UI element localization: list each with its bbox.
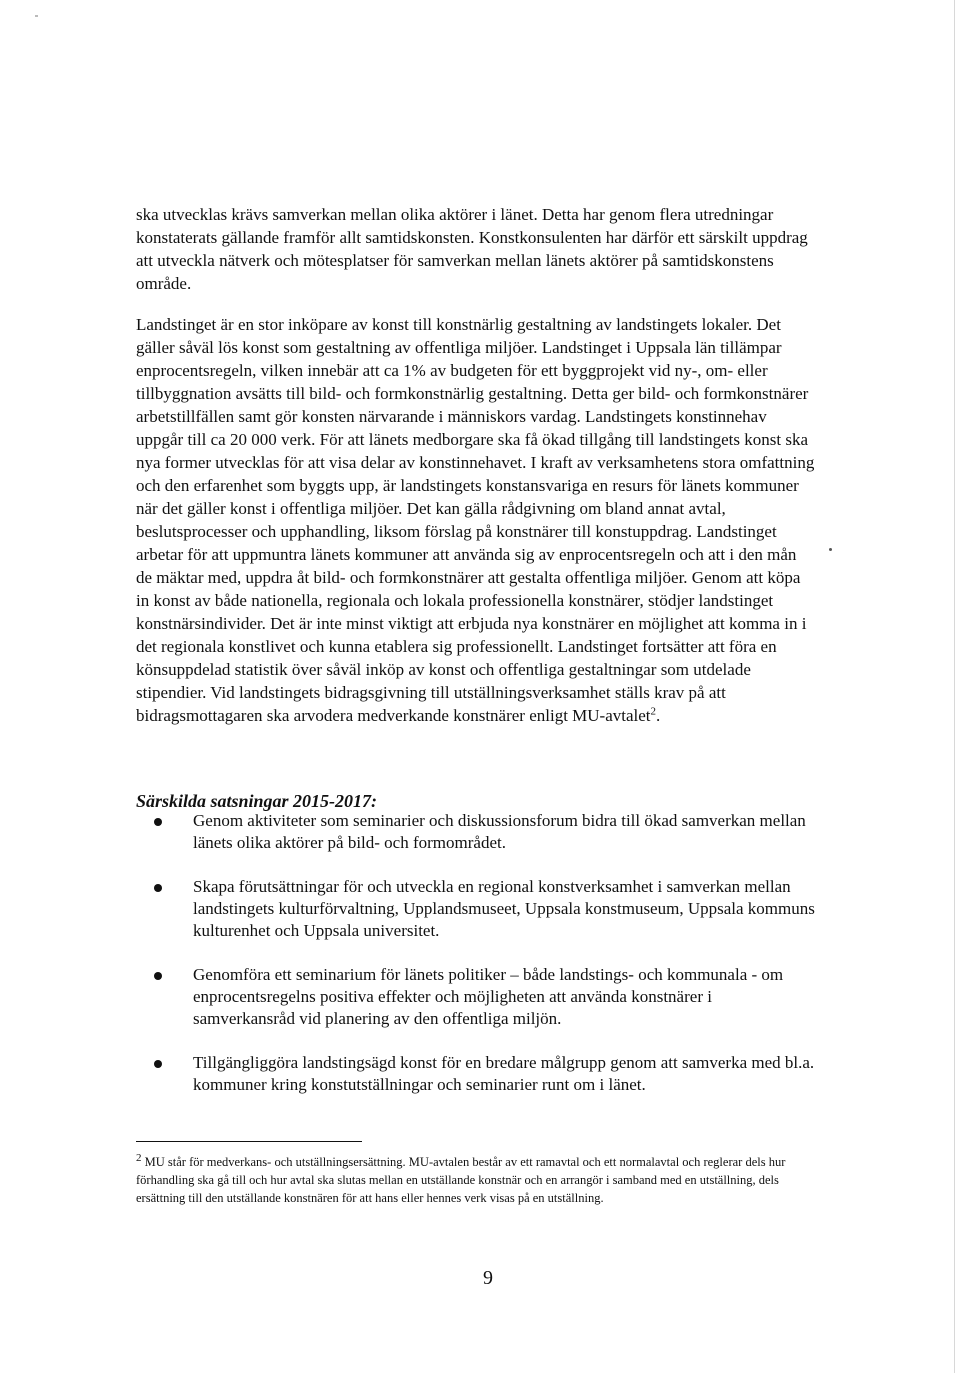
list-item xyxy=(136,810,816,854)
bullet-icon xyxy=(154,818,162,826)
scan-artifact xyxy=(35,15,38,17)
list-item-text: Genom aktiviteter som seminarier och diskussionsforum bidra till ökad samverkan mellan länets olika aktörer på bild- och formområdet. xyxy=(193,811,806,852)
list-item-text: Skapa förutsättningar för och utveckla en regional konstverksamhet i samverkan mellan landstingets kulturförvaltning, Upplandsmuseet, Uppsala konstmuseum, Uppsala kommuns kulturenhet och Uppsala universitet. xyxy=(193,877,815,940)
bullet-icon xyxy=(154,884,162,892)
list-item xyxy=(136,876,816,942)
scan-edge xyxy=(954,0,955,1373)
section-heading: Särskilda satsningar 2015-2017: xyxy=(136,791,378,811)
footnote xyxy=(136,1153,816,1207)
footnote-reference[interactable]: 2 xyxy=(650,705,657,718)
page-number: 9 xyxy=(483,1267,493,1289)
intro-paragraph: ska utvecklas krävs samverkan mellan olika aktörer i länet. Detta har genom flera utredningar konstaterats gällande framför allt samtidskonsten. Konstkonsulenten har därför ett särskilt uppdrag att utveckla nätverk och mötesplatser för samverkan mellan länets aktörer på samtidskonstens område. xyxy=(136,205,808,293)
list-item-text: Tillgängliggöra landstingsägd konst för en bredare målgrupp genom att samverka med bl.a. kommuner kring konstutställningar och seminarier runt om i länet. xyxy=(193,1053,815,1094)
bullet-list xyxy=(136,810,816,1096)
list-item xyxy=(136,1052,816,1096)
footnote-divider xyxy=(136,1141,362,1142)
footnote-number: 2 xyxy=(136,1151,142,1164)
bullet-icon xyxy=(154,972,162,980)
main-paragraph-end: . xyxy=(656,706,661,725)
bullet-icon xyxy=(154,1060,162,1068)
list-item-text: Genomföra ett seminarium för länets politiker – både landstings- och kommunala - om enprocentsregelns positiva effekter och möjligheten att använda konstnärer i samverkansråd vid planering av den offentliga miljön. xyxy=(193,965,784,1028)
list-item xyxy=(136,964,816,1030)
scan-artifact xyxy=(829,548,832,551)
main-paragraph-text: Landstinget är en stor inköpare av konst till konstnärlig gestaltning av landstingets lokaler. Det gäller såväl lös konst som gestaltning av offentliga miljöer. Landstinget i Uppsala län tillämpar enprocentsregeln, vilken innebär att ca 1% av budgeten för ett byggprojekt vid ny-, om- eller tillbyggnation avsätts till bild- och formkonstnärlig gestaltning. Detta ger bild- och formkonstnärer arbetstillfällen samt gör konsten närvarande i människors vardag. Landstingets konstinnehav uppgår till ca 20 000 verk. För att länets medborgare ska få ökad tillgång till landstingets konst ska nya former utvecklas för att visa delar av konstinnehavet. I kraft av verksamhetens stora omfattning och den erfarenhet som byggts upp, är landstingets konstansvariga en resurs för länets kommuner när det gäller konst i offentliga miljöer. Det kan gälla rådgivning om bland annat avtal, beslutsprocesser och upphandling, liksom förslag på konstnärer till konstuppdrag. Landstinget arbetar för att uppmuntra länets kommuner att använda sig av enprocentsregeln och att i den mån de mäktar med, uppdra åt bild- och formkonstnärer att gestalta offentliga miljöer. Genom att köpa in konst av både nationella, regionala och lokala professionella konstnärer, stödjer landstinget konstnärsindivider. Det är inte minst viktigt att erbjuda nya konstnärer en möjlighet att komma in i det regionala konstlivet och kunna etablera sig professionellt. Landstinget fortsätter att föra en könsuppdelad statistik över såväl inköp av konst och offentliga gestaltningar som utdelade stipendier. Vid landstingets bidragsgivning till utställningsverksamhet ställs krav på att bidragsmottagaren ska arvodera medverkande konstnärer enligt MU-avtalet xyxy=(136,315,815,725)
main-paragraph xyxy=(136,313,816,727)
footnote-text: MU står för medverkans- och utställningsersättning. MU-avtalen består av ett ramavtal och ett normalavtal och reglerar dels hur förhandling ska gå till och hur avtal ska slutas mellan en utställande konstnär och en arrangör i samband med en utställning, dels ersättning till den utställande konstnären för att hans eller hennes verk visas på en utställning. xyxy=(136,1155,786,1205)
